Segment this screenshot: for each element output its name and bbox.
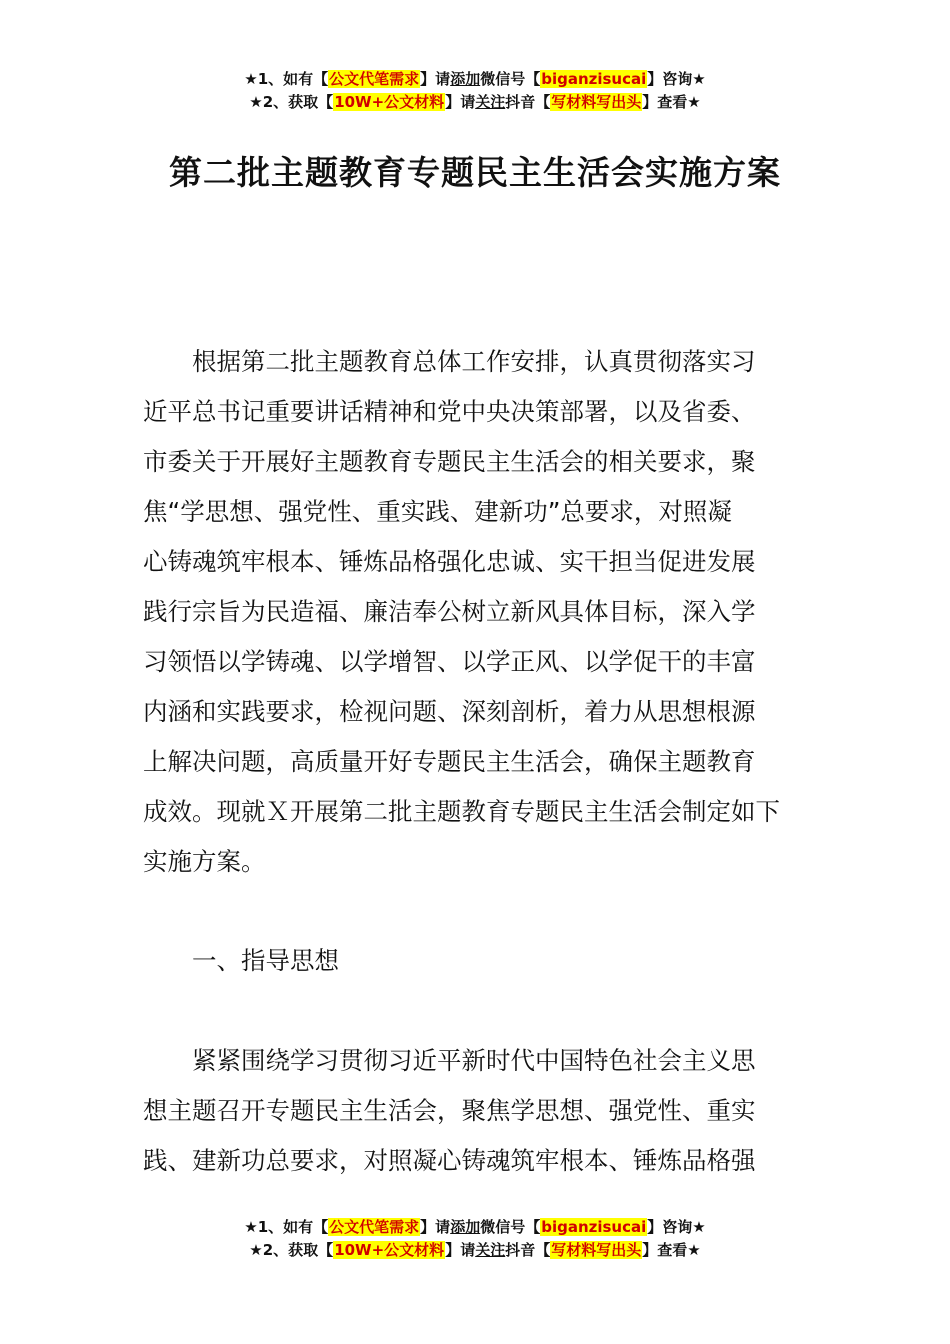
text-line: 根据第二批主题教育总体工作安排，认真贯彻落实习 xyxy=(143,347,756,376)
text-line: 想主题召开专题民主生活会，聚焦学思想、强党性、重实 xyxy=(143,1096,756,1125)
promo-line-1 xyxy=(0,1216,950,1239)
text-line: 践行宗旨为民造福、廉洁奉公树立新风具体目标，深入学 xyxy=(143,597,756,626)
promo-text: ★1、如有【 xyxy=(244,1218,329,1236)
promo-highlight: 公文代笔需求 xyxy=(329,70,420,88)
promo-text: 微信号【 xyxy=(480,1218,541,1236)
body-paragraph-1 xyxy=(143,337,813,887)
text-line: 践、建新功总要求，对照凝心铸魂筑牢根本、锤炼品格强 xyxy=(143,1146,756,1175)
promo-text: 微信号【 xyxy=(480,70,541,88)
text-line: 紧紧围绕学习贯彻习近平新时代中国特色社会主义思 xyxy=(143,1046,756,1075)
promo-underlined-text: 关注 xyxy=(475,1241,506,1259)
promo-highlight: 写材料写出头 xyxy=(551,93,642,111)
promo-text: 】查看★ xyxy=(642,1241,701,1259)
text-line: 心铸魂筑牢根本、锤炼品格强化忠诚、实干担当促进发展 xyxy=(143,547,756,576)
bottom-promo-banner xyxy=(0,1216,950,1262)
text-line: 近平总书记重要讲话精神和党中央决策部署，以及省委、 xyxy=(143,397,756,426)
promo-text: 】请 xyxy=(420,1218,451,1236)
text-line: 内涵和实践要求，检视问题、深刻剖析，着力从思想根源 xyxy=(143,697,756,726)
document-title: 第二批主题教育专题民主生活会实施方案 xyxy=(169,153,781,192)
promo-highlight: 写材料写出头 xyxy=(551,1241,642,1259)
text-line: 市委关于开展好主题教育专题民主生活会的相关要求，聚 xyxy=(143,447,756,476)
promo-line-2 xyxy=(0,91,950,114)
promo-text: 抖音【 xyxy=(505,1241,551,1259)
promo-line-1 xyxy=(0,68,950,91)
section-heading-text: 一、指导思想 xyxy=(143,946,339,975)
promo-highlight: biganzisucai xyxy=(541,1218,647,1236)
promo-text: ★2、获取【 xyxy=(249,93,334,111)
text-line: 习领悟以学铸魂、以学增智、以学正风、以学促干的丰富 xyxy=(143,647,756,676)
text-line: 上解决问题，高质量开好专题民主生活会，确保主题教育 xyxy=(143,747,756,776)
section-heading-guiding-ideology xyxy=(143,936,813,986)
promo-line-2 xyxy=(0,1239,950,1262)
top-promo-banner xyxy=(0,68,950,114)
promo-underlined-text: 关注 xyxy=(475,93,506,111)
promo-underlined-text: 添加 xyxy=(450,1218,481,1236)
promo-text: 】请 xyxy=(445,1241,476,1259)
promo-highlight: 10W+公文材料 xyxy=(334,93,445,111)
promo-text: ★2、获取【 xyxy=(249,1241,334,1259)
promo-text: ★1、如有【 xyxy=(244,70,329,88)
promo-text: 】咨询★ xyxy=(647,70,706,88)
promo-highlight: biganzisucai xyxy=(541,70,647,88)
promo-highlight: 公文代笔需求 xyxy=(329,1218,420,1236)
body-paragraph-2 xyxy=(143,1036,813,1186)
promo-text: 抖音【 xyxy=(505,93,551,111)
promo-text: 】咨询★ xyxy=(647,1218,706,1236)
promo-underlined-text: 添加 xyxy=(450,70,481,88)
promo-highlight: 10W+公文材料 xyxy=(334,1241,445,1259)
promo-text: 】查看★ xyxy=(642,93,701,111)
text-line: 焦“学思想、强党性、重实践、建新功”总要求，对照凝 xyxy=(143,497,732,526)
text-line: 实施方案。 xyxy=(143,847,266,876)
text-line: 成效。现就Ｘ开展第二批主题教育专题民主生活会制定如下 xyxy=(143,797,780,826)
promo-text: 】请 xyxy=(445,93,476,111)
promo-text: 】请 xyxy=(420,70,451,88)
